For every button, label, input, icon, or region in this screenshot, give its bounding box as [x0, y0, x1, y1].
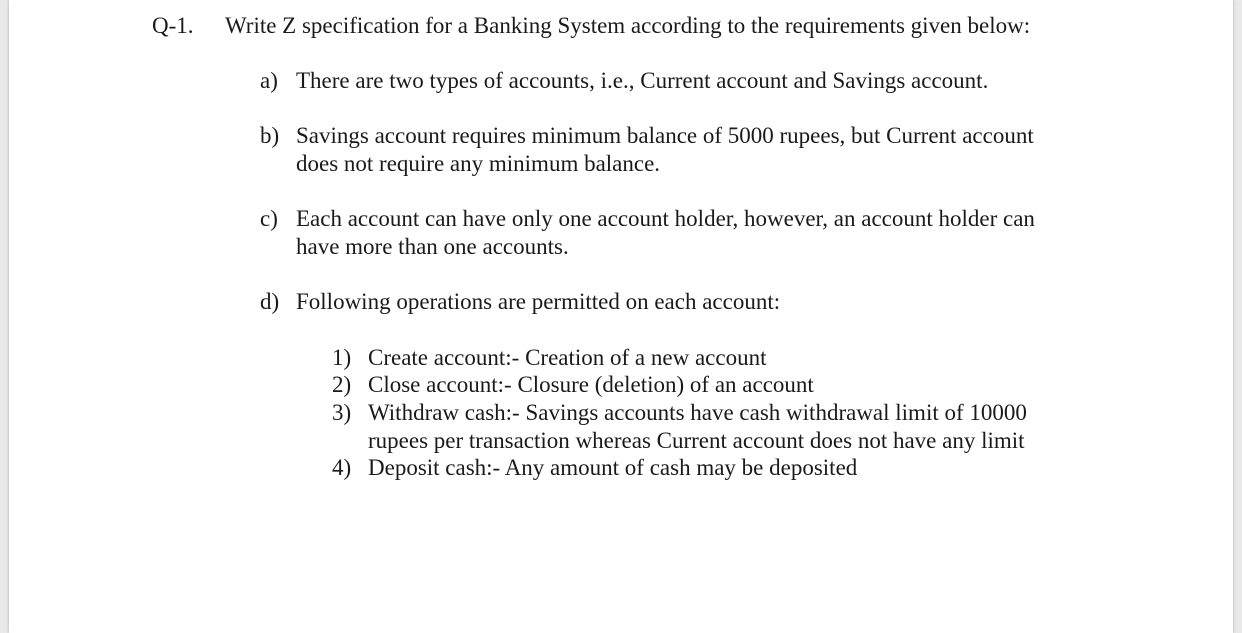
item-b-text-line-1: Savings account requires minimum balance of 5000 rupees, but Current account: [296, 123, 1034, 148]
operation-3-label: 3): [332, 400, 352, 425]
item-d-label: d): [260, 289, 280, 314]
operation-4-label: 4): [332, 455, 352, 480]
operation-2-text: Close account:- Closure (deletion) of an account: [368, 372, 814, 397]
document-page: [9, 0, 1233, 633]
operation-3-text-line-1: Withdraw cash:- Savings accounts have cash withdrawal limit of 10000: [368, 400, 1027, 425]
operation-1-text: Create account:- Creation of a new account: [368, 345, 767, 370]
operation-3-text-line-2: rupees per transaction whereas Current account does not have any limit: [368, 428, 1025, 453]
item-b-text-line-2: does not require any minimum balance.: [296, 151, 661, 176]
question-number: Q-1.: [152, 13, 194, 38]
item-a-text: There are two types of accounts, i.e., Current account and Savings account.: [296, 68, 989, 93]
item-d-text: Following operations are permitted on each account:: [296, 289, 781, 314]
operation-2-label: 2): [332, 372, 352, 397]
item-c-text-line-2: have more than one accounts.: [296, 234, 569, 259]
item-a-label: a): [260, 68, 278, 93]
operation-1-label: 1): [332, 345, 352, 370]
item-c-label: c): [260, 206, 278, 231]
question-text: Write Z specification for a Banking System according to the requirements given below:: [225, 13, 1031, 38]
operation-4-text: Deposit cash:- Any amount of cash may be deposited: [368, 455, 858, 480]
item-c-text-line-1: Each account can have only one account holder, however, an account holder can: [296, 206, 1035, 231]
item-b-label: b): [260, 123, 280, 148]
